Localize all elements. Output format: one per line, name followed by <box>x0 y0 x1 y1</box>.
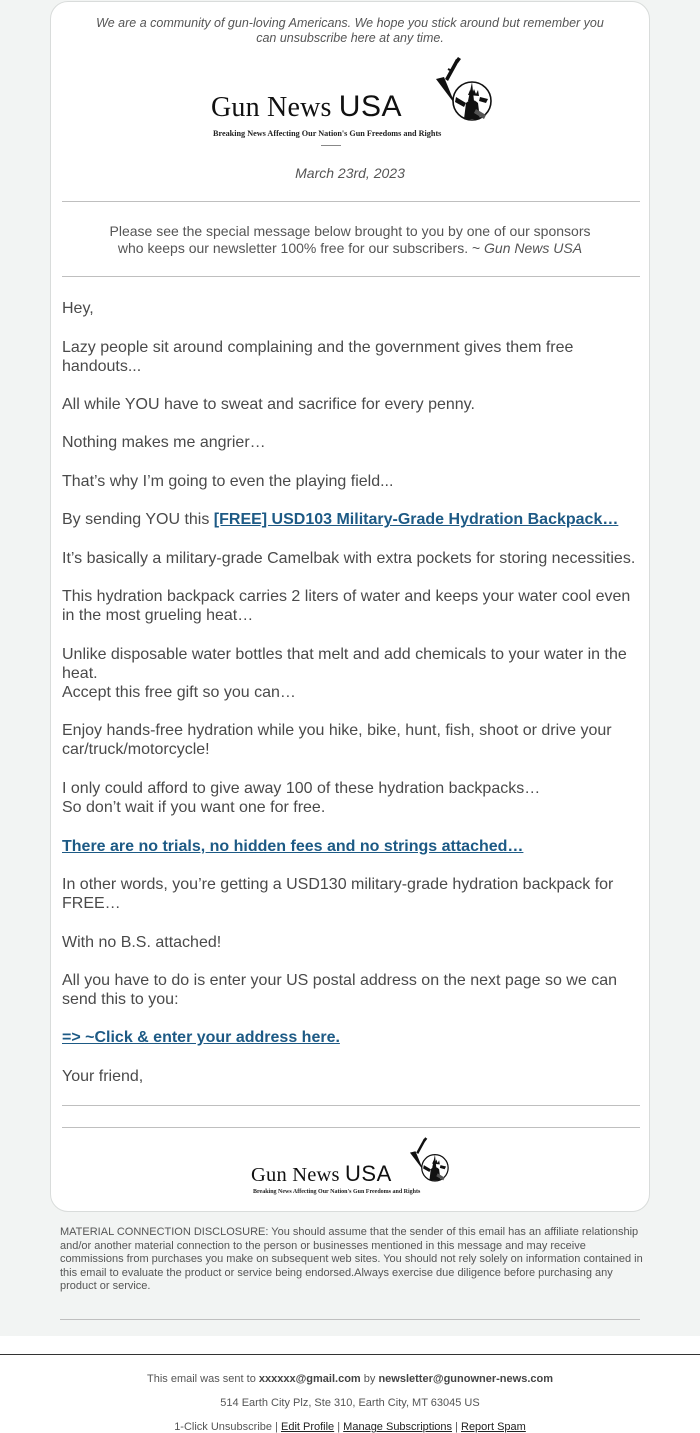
greeting: Hey, <box>62 300 94 317</box>
body-paragraph <box>62 779 642 817</box>
footer-divider <box>0 1354 700 1355</box>
logo-tagline: Breaking News Affecting Our Nation's Gun Freedoms and Rights <box>213 129 442 138</box>
report-spam-link[interactable]: Report Spam <box>461 1421 526 1433</box>
intro-line-1: We are a community of gun-loving Americans. We hope you stick around but remember you <box>96 16 604 30</box>
intro-line-2: can unsubscribe here at any time. <box>256 31 444 45</box>
email-card <box>50 1 650 1212</box>
body-paragraph: In other words, you’re getting a USD130 military-grade hydration backpack for FREE… <box>62 876 614 912</box>
body-paragraph: Lazy people sit around complaining and the government gives them free handouts... <box>62 339 574 375</box>
one-click-unsubscribe[interactable]: 1-Click Unsubscribe <box>174 1421 272 1433</box>
free-backpack-link[interactable]: [FREE] USD103 Military-Grade Hydration Backpack… <box>213 511 619 528</box>
sponsor-signature: Gun News USA <box>484 240 583 256</box>
body-paragraph: Nothing makes me angrier… <box>62 434 266 451</box>
body-paragraph: It’s basically a military-grade Camelbak with extra pockets for storing necessities. <box>62 550 636 567</box>
body-paragraph <box>62 645 642 702</box>
divider <box>62 276 640 277</box>
body-line: Unlike disposable water bottles that melt and add chemicals to your water in the heat. <box>62 646 627 682</box>
postal-address: 514 Earth City Plz, Ste 310, Earth City, MT 63045 US <box>220 1397 480 1409</box>
edit-profile-link[interactable]: Edit Profile <box>280 1421 335 1433</box>
recipient-email: xxxxxx@gmail.com <box>258 1373 361 1385</box>
body-line: So don’t wait if you want one for free. <box>62 799 326 816</box>
divider <box>62 1105 640 1106</box>
footer-links: 1-Click Unsubscribe | Edit Profile | Manage Subscriptions | Report Spam <box>174 1421 526 1433</box>
manage-subscriptions-link[interactable]: Manage Subscriptions <box>343 1421 453 1433</box>
sponsor-line-2: who keeps our newsletter 100% free for our subscribers. ~ Gun News USA <box>117 240 583 256</box>
body-paragraph: With no B.S. attached! <box>62 934 222 951</box>
sponsor-message <box>81 223 619 257</box>
divider <box>60 1319 640 1320</box>
sign-off: Your friend, <box>62 1068 144 1085</box>
body-paragraph: Enjoy hands-free hydration while you hike, bike, hunt, fish, shoot or drive your car/truck/motorcycle! <box>62 722 612 758</box>
body-paragraph: All while YOU have to sweat and sacrifice for every penny. <box>62 396 475 413</box>
sent-to-line: This email was sent to xxxxxx@gmail.com by newsletter@gunowner-news.com <box>147 1373 553 1385</box>
header-logo <box>211 57 496 147</box>
newsletter-date: March 23rd, 2023 <box>295 165 405 181</box>
body-paragraph: That’s why I’m going to even the playing field... <box>62 473 394 490</box>
enter-address-link[interactable]: => ~Click & enter your address here. <box>62 1029 340 1046</box>
body-line: I only could afford to give away 100 of these hydration backpacks… <box>62 780 541 797</box>
divider <box>62 201 640 202</box>
logo-rule <box>321 145 341 146</box>
sender-email: newsletter@gunowner-news.com <box>378 1373 553 1385</box>
logo-title: Gun News USA <box>251 1161 392 1186</box>
intro-note <box>91 16 609 46</box>
body-paragraph <box>62 837 642 856</box>
body-line: Accept this free gift so you can… <box>62 684 296 701</box>
sponsor-line-1: Please see the special message below brought to you by one of our sponsors <box>109 223 591 239</box>
logo-tagline: Breaking News Affecting Our Nation's Gun Freedoms and Rights <box>253 1189 421 1195</box>
divider <box>62 1127 640 1128</box>
statue-of-liberty-rifle-icon <box>426 57 498 131</box>
body-paragraph <box>62 1028 642 1047</box>
body-paragraph: By sending YOU this [FREE] USD103 Military-Grade Hydration Backpack… <box>62 511 619 528</box>
logo-title: Gun News USA <box>211 90 402 123</box>
body-paragraph: All you have to do is enter your US postal address on the next page so we can send this to you: <box>62 972 617 1008</box>
statue-of-liberty-rifle-icon <box>403 1137 453 1189</box>
body-paragraph: This hydration backpack carries 2 liters of water and keeps your water cool even in the most grueling heat… <box>62 588 631 624</box>
no-trials-link[interactable]: There are no trials, no hidden fees and no strings attached… <box>62 838 524 855</box>
footer-logo <box>251 1137 461 1203</box>
material-connection-disclosure: MATERIAL CONNECTION DISCLOSURE: You should assume that the sender of this email has an affiliate relationship and/or another material connection to the person or businesses mentioned in this message and may receive commissions from purchases you make on subsequent web sites. You should not rely solely on information contained in this email to evaluate the product or service being endorsed.Always exercise due diligence before purchasing any product or service. <box>60 1226 643 1292</box>
